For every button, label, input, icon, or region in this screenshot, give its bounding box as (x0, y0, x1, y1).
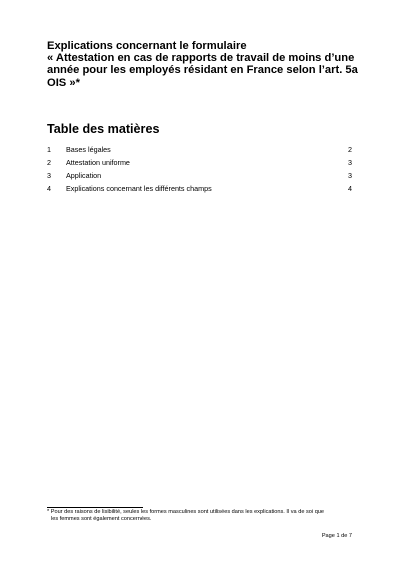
toc-entry-attestation-uniforme[interactable] (47, 156, 352, 169)
title-line-2: « Attestation en cas de rapports de travail de moins d’une (47, 52, 355, 65)
footnote-line-2: les femmes sont également concernées. (51, 516, 152, 522)
toc-entry-page: 3 (348, 171, 352, 180)
toc-entry-label: Bases légales (66, 145, 111, 154)
footnote-line-1: * Pour des raisons de lisibilité, seules les formes masculines sont utilisées dans les explications. Il va de soi que (47, 509, 325, 515)
toc-entry-page: 3 (348, 158, 352, 167)
title-line-1: Explications concernant le formulaire (47, 40, 247, 52)
toc-entry-bases-legales[interactable] (47, 143, 352, 156)
toc-entry-label: Attestation uniforme (66, 158, 130, 167)
footnote-separator (47, 507, 143, 508)
footnote (47, 509, 357, 523)
toc-entry-number: 4 (47, 184, 51, 193)
toc-entry-application[interactable] (47, 169, 352, 182)
title-line-4: OIS »* (47, 76, 80, 89)
toc-entry-label: Application (66, 171, 102, 180)
toc-entry-number: 2 (47, 158, 51, 167)
table-of-contents (47, 143, 352, 195)
title-line-3: année pour les employés résidant en France selon l’art. 5a (47, 64, 358, 77)
document-title (47, 40, 367, 89)
toc-entry-explications-champs[interactable] (47, 182, 352, 195)
toc-heading: Table des matières (47, 122, 160, 136)
toc-entry-number: 1 (47, 145, 51, 154)
toc-entry-page: 4 (348, 184, 352, 193)
toc-entry-number: 3 (47, 171, 51, 180)
toc-entry-label: Explications concernant les différents champs (66, 184, 212, 193)
toc-entry-page: 2 (348, 145, 352, 154)
page-number: Page 1 de 7 (321, 533, 352, 539)
